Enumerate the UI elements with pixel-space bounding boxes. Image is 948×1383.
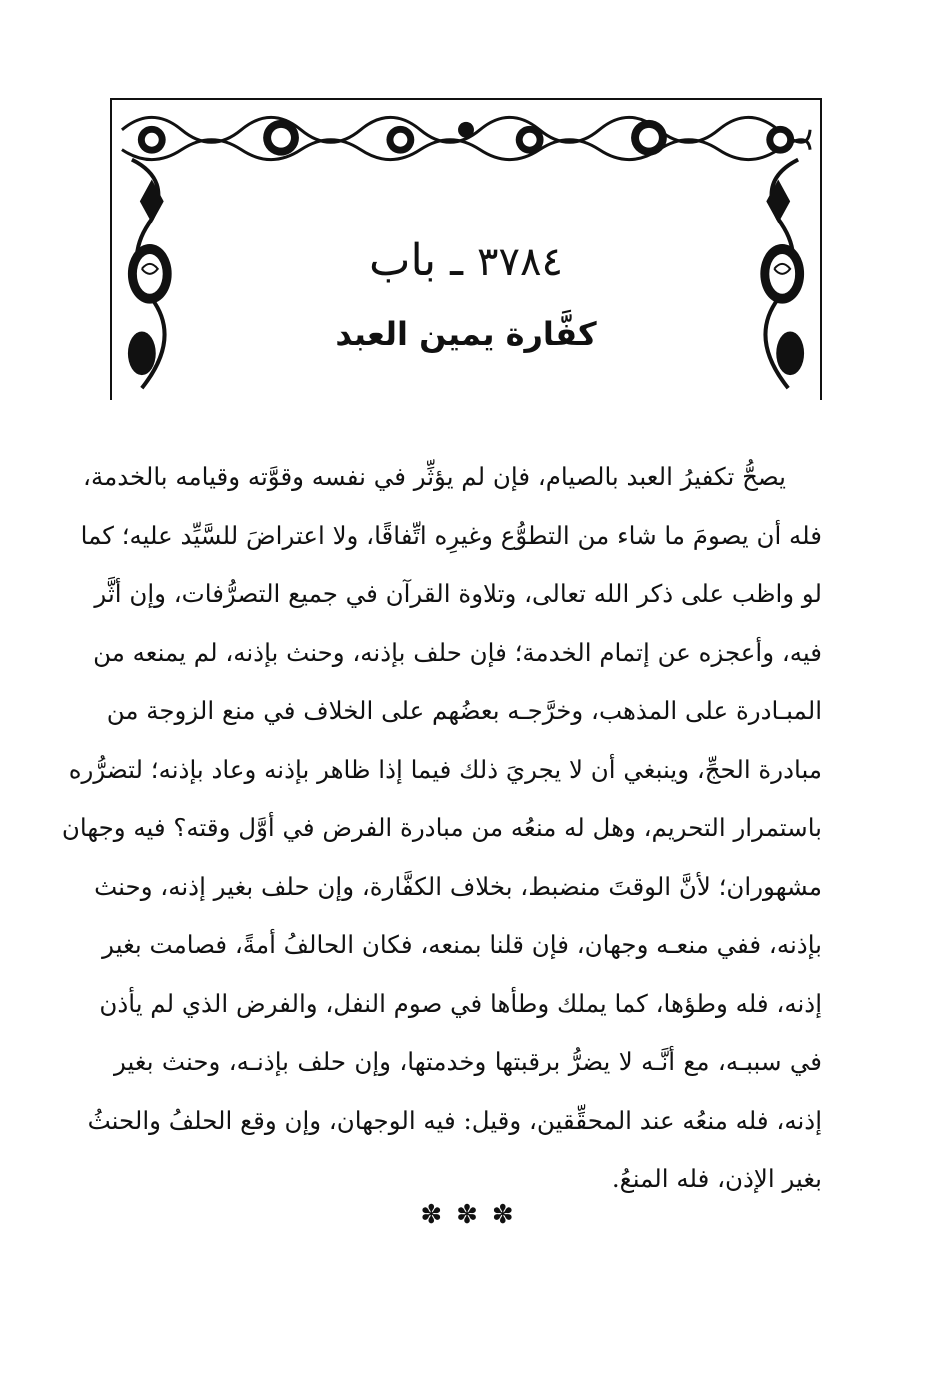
- chapter-heading: [112, 235, 820, 288]
- text-line: باستمرار التحريم، وهل له منعُه من مبادرة الفرض في أوَّل وقته؟ فيه وجهان: [61, 813, 822, 842]
- chapter-header-frame: [110, 98, 822, 400]
- chapter-title: كفَّارة يمين العبد: [335, 315, 597, 353]
- text-line: في سببـه، مع أنَّـه لا يضرُّ برقبتها وخدمتها، وإن حلف بإذنـه، وحنث بغير: [114, 1047, 822, 1076]
- text-line: المبـادرة على المذهب، وخرَّجـه بعضُهم على الخلاف في منع الزوجة من: [106, 696, 822, 725]
- chapter-label: باب: [369, 235, 437, 286]
- text-line: فيه، وأعجزه عن إتمام الخدمة؛ فإن حلف بإذنه، وحنث بإذنه، لم يمنعه من: [93, 637, 822, 667]
- text-line: بإذنه، ففي منعـه وجهان، فإن قلنا بمنعه، فكان الحالفُ أمةً، فصامت بغير: [102, 930, 822, 959]
- text-line: إذنه، فله وطؤها، كما يملك وطأها في صوم النفل، والفرض الذي لم يأذن: [99, 988, 822, 1018]
- section-separator-stars: ✽✽✽: [420, 1200, 528, 1230]
- text-line: مشهوران؛ لأنَّ الوقتَ منضبط، بخلاف الكفَّارة، وإن حلف بغير إذنه، وحنث: [94, 871, 822, 901]
- text-line: فله أن يصومَ ما شاء من التطوُّع وغيرِه اتِّفاقًا، ولا اعتراضَ للسَّيِّد عليه؛ كما: [80, 520, 822, 550]
- body-paragraph: [61, 448, 822, 1209]
- text-line: يصحُّ تكفيرُ العبد بالصيام، فإن لم يؤثِّر في نفسه وقوَّته وقيامه بالخدمة،: [83, 462, 786, 491]
- text-line: إذنه، فله منعُه عند المحقِّقين، وقيل: فيه الوجهان، وإن وقع الحلفُ والحنثُ: [87, 1105, 822, 1135]
- text-line: لو واظب على ذكر الله تعالى، وتلاوة القرآن في جميع التصرُّفات، وإن أثَّر: [94, 579, 822, 608]
- text-line: مبادرة الحجِّ، وينبغي أن لا يجريَ ذلك فيما إذا ظاهر بإذنه وعاد بإذنه؛ لتضرُّره: [68, 754, 822, 784]
- chapter-separator: ـ: [450, 235, 464, 286]
- text-line: بغير الإذن، فله المنعُ.: [611, 1164, 822, 1193]
- chapter-number: ٣٧٨٤: [477, 239, 563, 285]
